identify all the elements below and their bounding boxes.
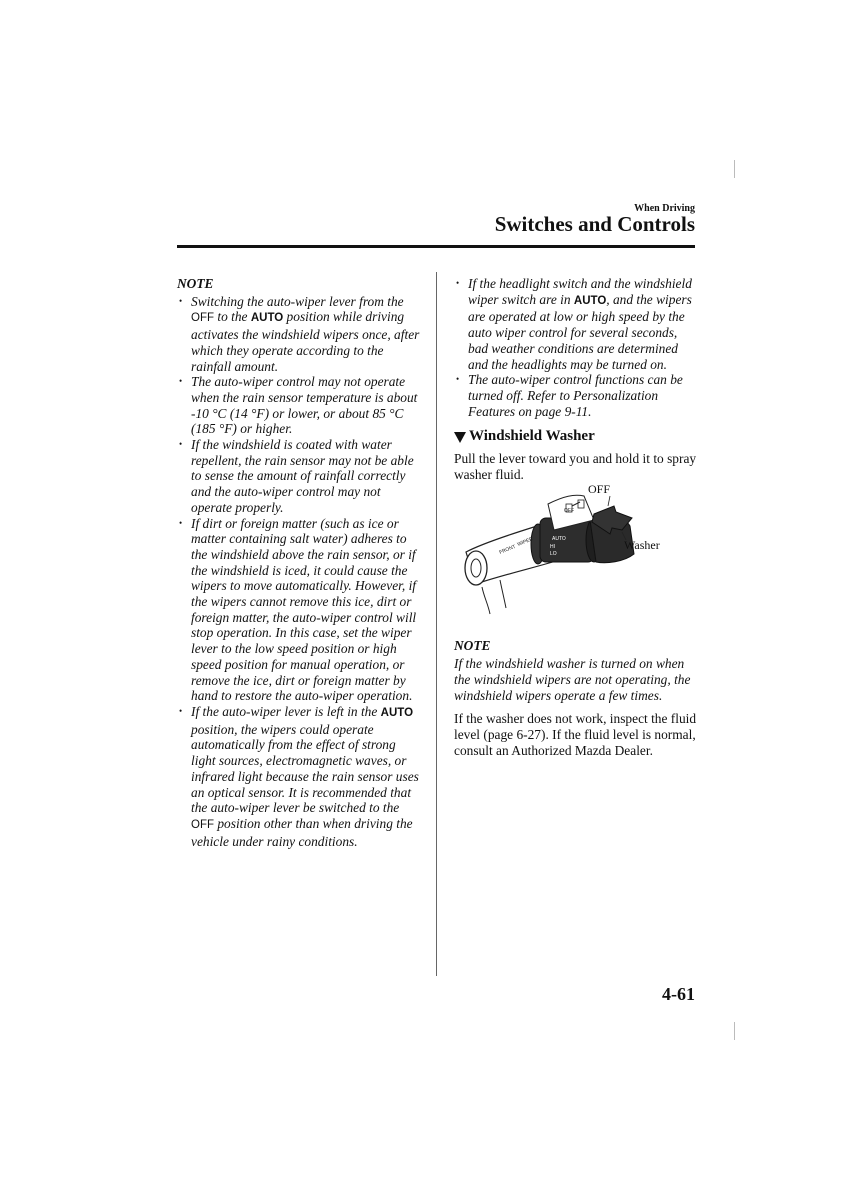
note-bullet <box>454 276 699 372</box>
note-text: If the windshield washer is turned on when the windshield wipers are not operating, the windshield wipers operate a few times. <box>454 656 691 703</box>
washer-position-label: Washer <box>624 538 660 553</box>
bullet-text: to the <box>214 309 251 325</box>
bullet-text: Switching the auto-wiper lever from the <box>191 293 404 309</box>
lever-label: LO <box>550 551 557 558</box>
note-title: NOTE <box>454 638 491 654</box>
note-bullet-list <box>177 294 422 850</box>
switch-tag-off: OFF <box>191 818 214 831</box>
page-title: Switches and Controls <box>494 212 695 236</box>
wiper-lever-illustration <box>454 482 699 632</box>
note-bullet-list <box>454 276 699 419</box>
column-divider <box>436 272 437 976</box>
margin-tick-bottom <box>734 1022 735 1040</box>
off-position-label: OFF <box>588 482 611 497</box>
bullet-text: The auto-wiper control functions can be turned off. Refer to Personalization Features on page 9-11. <box>468 372 683 419</box>
margin-tick-top <box>734 160 735 178</box>
note-title: NOTE <box>177 276 214 291</box>
washer-troubleshoot-text: If the washer does not work, inspect the fluid level (page 6-27). If the fluid level is normal, consult an Authorized Mazda Dealer. <box>454 711 697 758</box>
note-bullet <box>177 704 422 849</box>
wiper-lever-drawing <box>454 492 699 632</box>
note-bullet <box>454 372 699 419</box>
lever-label: HI <box>550 544 555 551</box>
switch-tag-auto: AUTO <box>573 294 607 307</box>
header-rule <box>177 245 695 248</box>
bullet-text: If the auto-wiper lever is left in the <box>191 703 381 719</box>
switch-tag-off: OFF <box>191 312 214 325</box>
lever-label: FRONT <box>498 544 517 557</box>
section-label: When Driving <box>634 203 695 214</box>
bullet-text: If the headlight switch and the windshield wiper switch are in <box>468 276 692 307</box>
left-column <box>177 276 422 849</box>
bullet-text: position while driving activates the windshield wipers once, after which they operate according to the rainfall amount. <box>191 309 420 374</box>
bullet-text: The auto-wiper control may not operate when the rain sensor temperature is about -10 °C (14 °F) or lower, or about 85 °C (185 °F) or higher. <box>191 374 418 437</box>
note-bullet <box>177 374 422 437</box>
section-heading <box>454 429 699 445</box>
lever-label: WIPER <box>516 536 534 549</box>
section-heading-text: Windshield Washer <box>469 428 595 445</box>
bullet-text: If the windshield is coated with water repellent, the rain sensor may not be able to sense the amount of rainfall correctly and the auto-wiper control may not operate properly. <box>191 437 414 515</box>
note-bullet <box>177 516 422 704</box>
switch-tag-auto: AUTO <box>250 312 284 325</box>
lever-label: OFF <box>564 508 574 515</box>
lever-label: AUTO <box>552 536 566 543</box>
switch-tag-auto: AUTO <box>380 706 414 719</box>
note-bullet <box>177 294 422 375</box>
right-column <box>454 276 699 764</box>
washer-instruction: Pull the lever toward you and hold it to spray washer fluid. <box>454 451 697 482</box>
bullet-text: , and the wipers are operated at low or high speed by the auto wiper control for several seconds, bad weather conditions are determined and the headlights may be turned on. <box>468 291 692 372</box>
triangle-marker-icon <box>454 432 466 443</box>
note-bullet <box>177 437 422 516</box>
bullet-text: If dirt or foreign matter (such as ice or matter containing salt water) adheres to the windshield above the rain sensor, or if the windshield is iced, it could cause the wipers to move automatically. However, if the wipers cannot remove this ice, dirt or foreign matter, the auto-wiper control will stop operation. In this case, set the wiper lever to the low speed position or high speed position for manual operation, or remove the ice, dirt or foreign matter by hand to restore the auto-wiper operation. <box>191 515 417 704</box>
page-number: 4-61 <box>662 984 695 1004</box>
bullet-text: position other than when driving the vehicle under rainy conditions. <box>191 815 413 849</box>
bullet-text: position, the wipers could operate automatically from the effect of strong light sources, electromagnetic waves, or infrared light because the rain sensor uses an optical sensor. It is recommended that the auto-wiper lever be switched to the <box>191 721 419 816</box>
